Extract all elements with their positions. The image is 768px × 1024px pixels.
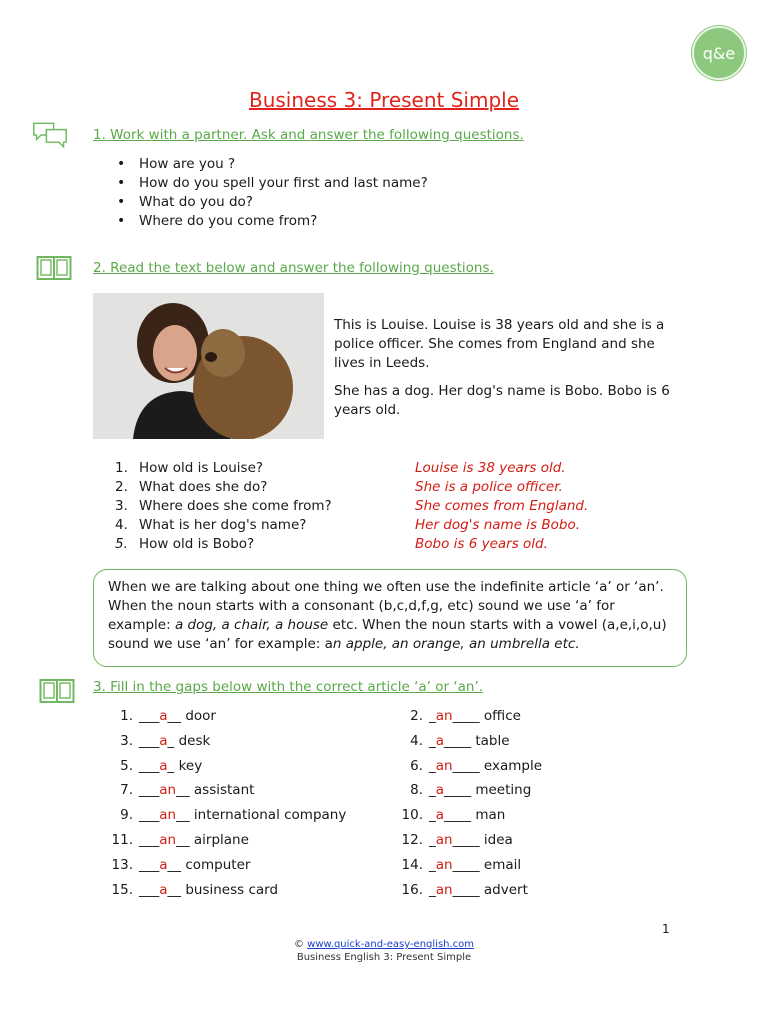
gap-word: international company xyxy=(193,807,347,824)
gap-word: computer xyxy=(185,856,251,873)
book-icon xyxy=(39,677,75,705)
gap-blank: ___ xyxy=(139,757,160,774)
gap-number: 6. xyxy=(410,757,423,774)
reading-text xyxy=(334,316,684,429)
grammar-text: When we are talking about one thing we often use the indefinite article ‘a’ or ‘an’. When the noun starts with a consonant (b,c,d,f,g, etc) sound we use ‘a’ for example: xyxy=(108,579,664,633)
gap-word: email xyxy=(483,856,522,873)
gap-number: 9. xyxy=(120,807,133,824)
section-2-heading: 2. Read the text below and answer the following questions. xyxy=(93,260,494,276)
gap-blank: __ xyxy=(167,708,182,724)
gap-blank: _ xyxy=(429,708,436,724)
gap-word: assistant xyxy=(193,782,255,799)
question-number: 3. xyxy=(115,498,128,514)
gap-word: desk xyxy=(178,732,211,749)
gap-item xyxy=(107,806,346,825)
question-row xyxy=(115,535,675,554)
gap-number: 12. xyxy=(401,832,423,848)
discussion-questions xyxy=(115,155,428,231)
gap-answer: an xyxy=(159,832,177,848)
gap-item xyxy=(397,757,542,776)
gap-item xyxy=(397,707,521,726)
question-number: 2. xyxy=(115,479,128,495)
grammar-example: n apple, an orange, an umbrella etc. xyxy=(332,636,580,652)
gap-answer: a xyxy=(159,757,168,774)
gap-blank: ____ xyxy=(452,708,480,724)
section-3-heading: 3. Fill in the gaps below with the correct article ‘a’ or ‘an’. xyxy=(93,679,484,695)
gap-answer: an xyxy=(435,881,453,898)
gap-blank: _ xyxy=(429,757,436,774)
gap-item xyxy=(107,757,202,776)
grammar-example: a dog, a chair, a house xyxy=(174,617,329,633)
gap-word: man xyxy=(475,807,506,824)
question-row xyxy=(115,497,675,516)
gap-blank: _ xyxy=(429,807,436,824)
gap-answer: an xyxy=(435,708,453,724)
gap-item xyxy=(397,781,531,800)
gap-blank: _ xyxy=(167,732,175,749)
gap-item xyxy=(397,881,528,900)
gap-blank: ____ xyxy=(444,732,472,749)
gap-blank: ___ xyxy=(139,708,160,724)
answer-text: Her dog's name is Bobo. xyxy=(415,517,581,533)
gap-answer: a xyxy=(159,732,168,749)
gap-blank: ____ xyxy=(444,782,472,799)
gap-item xyxy=(397,806,505,825)
fill-in-gaps-list xyxy=(107,707,577,907)
gap-number: 7. xyxy=(120,782,133,799)
gap-word: advert xyxy=(483,881,528,898)
question-number: 1. xyxy=(115,460,128,476)
gap-blank: ____ xyxy=(452,856,480,873)
gap-number: 11. xyxy=(111,832,133,848)
gap-item xyxy=(107,856,250,875)
gap-number: 4. xyxy=(410,732,423,749)
gap-number: 13. xyxy=(111,856,133,873)
gap-blank: ____ xyxy=(452,832,480,848)
comprehension-questions xyxy=(115,459,675,554)
gap-answer: a xyxy=(435,782,445,799)
speech-bubbles-icon xyxy=(32,121,68,149)
website-link[interactable]: www.quick-and-easy-english.com xyxy=(307,939,475,950)
reading-paragraph: This is Louise. Louise is 38 years old and she is a police officer. She comes from England and she lives in Leeds. xyxy=(334,317,665,371)
section-1-heading: 1. Work with a partner. Ask and answer the following questions. xyxy=(93,127,524,143)
gap-blank: _ xyxy=(429,832,436,848)
gap-blank: ___ xyxy=(139,807,160,824)
gap-number: 16. xyxy=(401,881,423,898)
gap-answer: an xyxy=(435,832,453,848)
gap-answer: a xyxy=(159,856,168,873)
gap-item xyxy=(107,732,210,751)
gap-blank: ___ xyxy=(139,832,160,848)
gap-blank: ___ xyxy=(139,732,160,749)
gap-blank: _ xyxy=(167,757,175,774)
woman-with-dog-photo xyxy=(93,293,324,439)
logo-text: q&e xyxy=(702,43,736,63)
question-text: Where does she come from? xyxy=(139,498,332,514)
gap-item xyxy=(107,781,254,800)
question-text: What does she do? xyxy=(139,479,268,495)
question-text: How old is Bobo? xyxy=(139,536,255,552)
gap-answer: an xyxy=(159,807,177,824)
gap-word: business card xyxy=(185,881,279,898)
gap-number: 15. xyxy=(111,881,133,898)
gap-word: meeting xyxy=(475,782,532,799)
copyright-symbol: © xyxy=(293,939,304,950)
gap-blank: _ xyxy=(429,782,436,799)
gap-blank: _ xyxy=(429,732,436,749)
gap-number: 5. xyxy=(120,757,133,774)
brand-logo xyxy=(692,26,746,80)
gap-blank: __ xyxy=(176,832,190,848)
gap-blank: ____ xyxy=(444,807,472,824)
list-item: • Where do you come from? xyxy=(115,212,428,231)
question-number: 4. xyxy=(115,517,128,533)
list-item: • How are you ? xyxy=(115,155,428,174)
gap-number: 2. xyxy=(410,708,423,724)
question-text: How old is Louise? xyxy=(139,460,264,476)
gap-word: airplane xyxy=(193,832,249,848)
gap-item xyxy=(397,831,513,850)
list-item: • What do you do? xyxy=(115,193,428,212)
question-row xyxy=(115,459,675,478)
gap-item xyxy=(107,831,249,850)
gap-word: door xyxy=(185,708,216,724)
gap-blank: __ xyxy=(176,782,190,799)
page-title: Business 3: Present Simple xyxy=(248,88,520,112)
footer xyxy=(0,938,768,964)
gap-answer: an xyxy=(159,782,177,799)
gap-number: 1. xyxy=(120,708,133,724)
grammar-text: etc. When the noun starts with a vowel (a,e,i,o,u) sound we use ‘an’ for example: a xyxy=(108,617,667,652)
footer-subtitle: Business English 3: Present Simple xyxy=(296,952,472,963)
page-number: 1 xyxy=(662,922,670,936)
gap-item xyxy=(107,881,278,900)
gap-word: example xyxy=(483,757,542,774)
gap-blank: __ xyxy=(167,856,182,873)
question-row xyxy=(115,516,675,535)
gap-word: table xyxy=(475,732,510,749)
gap-blank: ___ xyxy=(139,782,160,799)
gap-blank: __ xyxy=(176,807,190,824)
gap-number: 8. xyxy=(410,782,423,799)
gap-word: office xyxy=(483,708,521,724)
answer-text: She comes from England. xyxy=(415,498,589,514)
question-number: 5. xyxy=(115,536,128,552)
gap-answer: a xyxy=(159,708,168,724)
gap-answer: an xyxy=(435,856,453,873)
gap-word: key xyxy=(178,757,203,774)
gap-answer: a xyxy=(159,881,168,898)
gap-number: 14. xyxy=(401,856,423,873)
gap-blank: ____ xyxy=(452,881,480,898)
question-row xyxy=(115,478,675,497)
gap-item xyxy=(107,707,216,726)
gap-answer: a xyxy=(435,807,445,824)
reading-paragraph: She has a dog. Her dog's name is Bobo. Bobo is 6 years old. xyxy=(334,383,670,418)
gap-item xyxy=(397,732,510,751)
gap-blank: ____ xyxy=(452,757,480,774)
list-item: • How do you spell your first and last name? xyxy=(115,174,428,193)
gap-item xyxy=(397,856,521,875)
answer-text: Louise is 38 years old. xyxy=(415,460,566,476)
gap-blank: __ xyxy=(167,881,182,898)
question-text: What is her dog's name? xyxy=(139,517,307,533)
gap-blank: ___ xyxy=(139,881,160,898)
grammar-note-box xyxy=(93,569,687,667)
gap-number: 10. xyxy=(401,807,423,824)
gap-answer: an xyxy=(435,757,453,774)
book-icon xyxy=(36,254,72,282)
gap-blank: ___ xyxy=(139,856,160,873)
answer-text: She is a police officer. xyxy=(415,479,563,495)
gap-blank: _ xyxy=(429,856,436,873)
gap-answer: a xyxy=(435,732,445,749)
gap-word: idea xyxy=(483,832,513,848)
gap-blank: _ xyxy=(429,881,436,898)
gap-number: 3. xyxy=(120,732,133,749)
answer-text: Bobo is 6 years old. xyxy=(415,536,548,552)
